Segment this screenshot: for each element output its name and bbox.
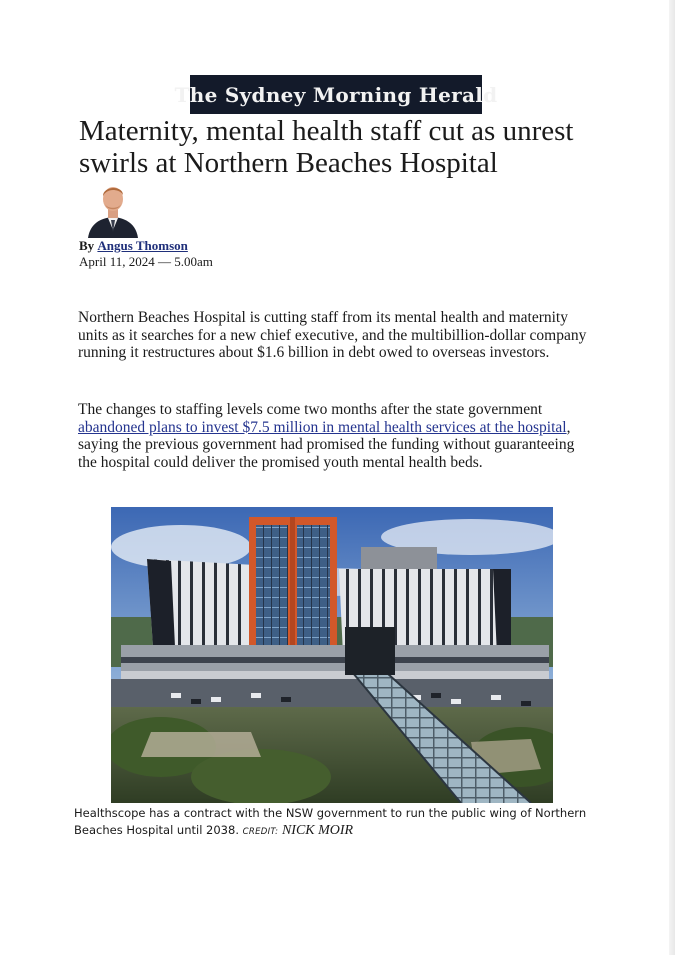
masthead-logo[interactable] <box>174 75 498 114</box>
author-avatar[interactable] <box>84 180 142 238</box>
credit-name: NICK MOIR <box>281 823 354 838</box>
author-link[interactable]: Angus Thomson <box>97 238 188 253</box>
masthead-title: The Sydney Morning Herald <box>174 82 498 107</box>
paragraph-1: Northern Beaches Hospital is cutting staff from its mental health and maternity units as it searches for a new chief executive, and the multibillion-dollar company running it restructures about $1.6 billion in debt owed to overseas investors. <box>78 309 587 361</box>
mental-health-funding-link[interactable]: abandoned plans to invest $7.5 million in mental health services at the hospital <box>78 418 567 436</box>
page-edge <box>669 0 675 955</box>
paragraph-2-text: The changes to staffing levels come two months after the state government <box>78 401 543 418</box>
paragraph-2-text-end: , saying the previous government had promised the funding without guaranteeing the hospital could deliver the promised youth mental health beds. <box>78 418 575 471</box>
hospital-photo <box>111 507 553 803</box>
credit-label: CREDIT: <box>242 827 279 837</box>
article-headline: Maternity, mental health staff cut as unrest swirls at Northern Beaches Hospital <box>79 115 574 179</box>
byline-prefix: By <box>79 238 95 253</box>
paragraph-2 <box>78 401 588 471</box>
publish-date: April 11, 2024 — 5.00am <box>79 254 213 269</box>
photo-caption <box>74 805 594 841</box>
caption-text: Healthscope has a contract with the NSW government to run the public wing of Northern Beaches Hospital until 2038. <box>74 806 587 837</box>
byline <box>79 238 188 254</box>
